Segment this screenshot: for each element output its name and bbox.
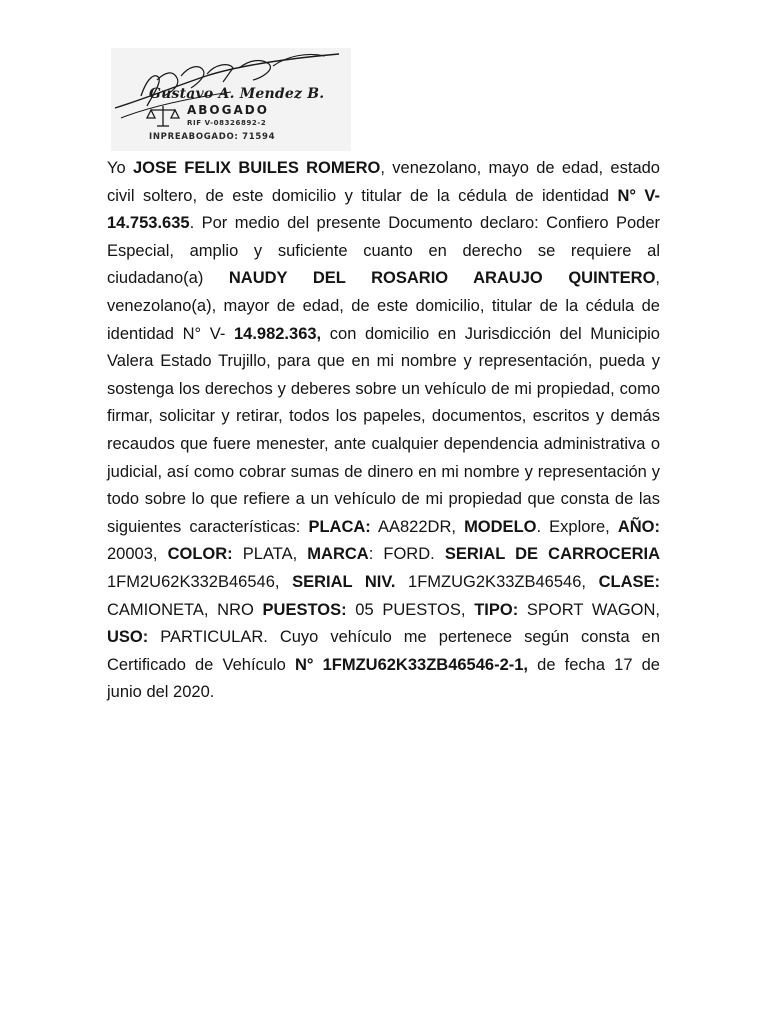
lawyer-rif: RIF V-08326892-2 (187, 119, 267, 127)
text-segment: de fecha 17 de junio del 2020. (107, 655, 660, 702)
label-ano: AÑO: (617, 517, 660, 536)
text-segment: con domicilio en Jurisdicción del Municipio Valera Estado Trujillo, para que en mi nombre y representación, pueda y sostenga los derechos y deberes sobre un vehículo de mi propiedad, como firmar, solicitar y retirar, todos los papeles, documentos, escritos y demás recaudos que fuere menester, ante cualquier dependencia administrativa o judicial, así como cobrar sumas de dinero en mi nombre y representación y todo sobre lo que refiere a un vehículo de mi propiedad que consta de las siguientes características: (107, 324, 660, 536)
label-color: COLOR: (167, 545, 233, 564)
grantor-id: N° V- 14.753.635 (107, 186, 660, 233)
label-serial-niv: SERIAL NIV. (292, 572, 396, 591)
lawyer-title: ABOGADO (187, 103, 269, 117)
value-puestos: 05 PUESTOS, (346, 600, 475, 619)
attorney-name: NAUDY DEL ROSARIO ARAUJO QUINTERO (228, 269, 656, 288)
value-color: PLATA, (232, 545, 308, 564)
lawyer-stamp (111, 48, 351, 151)
text-segment: , venezolano(a), mayor de edad, de este domicilio, titular de la cédula de identidad N° V- (107, 269, 660, 343)
label-marca: MARCA (307, 545, 369, 564)
value-uso: PARTICULAR. Cuyo vehículo me pertenece según consta en Certificado de Vehículo (107, 628, 660, 674)
grantor-name: JOSE FELIX BUILES ROMERO (132, 159, 381, 177)
lawyer-inpreabogado: INPREABOGADO: 71594 (149, 132, 276, 142)
value-serial-carroceria: 1FM2U62K332B46546, (107, 572, 293, 591)
power-of-attorney-text (107, 155, 660, 707)
value-clase: CAMIONETA, NRO (107, 600, 263, 619)
value-serial-niv: 1FMZUG2K33ZB46546, (395, 572, 599, 591)
text-segment: . Por medio del presente Documento declaro: Confiero Poder Especial, amplio y suficiente cuanto en derecho se requiere al ciudadano(a) (107, 214, 660, 288)
label-modelo: MODELO (464, 517, 537, 536)
label-placa: PLACA: (308, 517, 371, 536)
label-clase: CLASE: (598, 572, 660, 591)
label-uso: USO: (107, 628, 149, 647)
value-placa: AA822DR, (370, 517, 465, 536)
lawyer-name: Gustavo A. Mendez B. (149, 86, 325, 102)
certificate-number: N° 1FMZU62K33ZB46546-2-1, (294, 655, 529, 674)
text-segment: , venezolano, mayo de edad, estado civil soltero, de este domicilio y titular de la cédula de identidad (107, 159, 660, 205)
value-tipo: SPORT WAGON, (518, 600, 660, 619)
text-segment: Yo (107, 159, 133, 177)
label-puestos: PUESTOS: (262, 600, 347, 619)
value-ano: 20003, (107, 545, 168, 564)
label-serial-carroceria: SERIAL DE CARROCERIA (444, 545, 660, 564)
label-tipo: TIPO: (474, 600, 519, 619)
value-modelo: . Explore, (536, 517, 618, 536)
attorney-id: 14.982.363, (233, 324, 322, 343)
value-marca: : FORD. (368, 545, 445, 564)
